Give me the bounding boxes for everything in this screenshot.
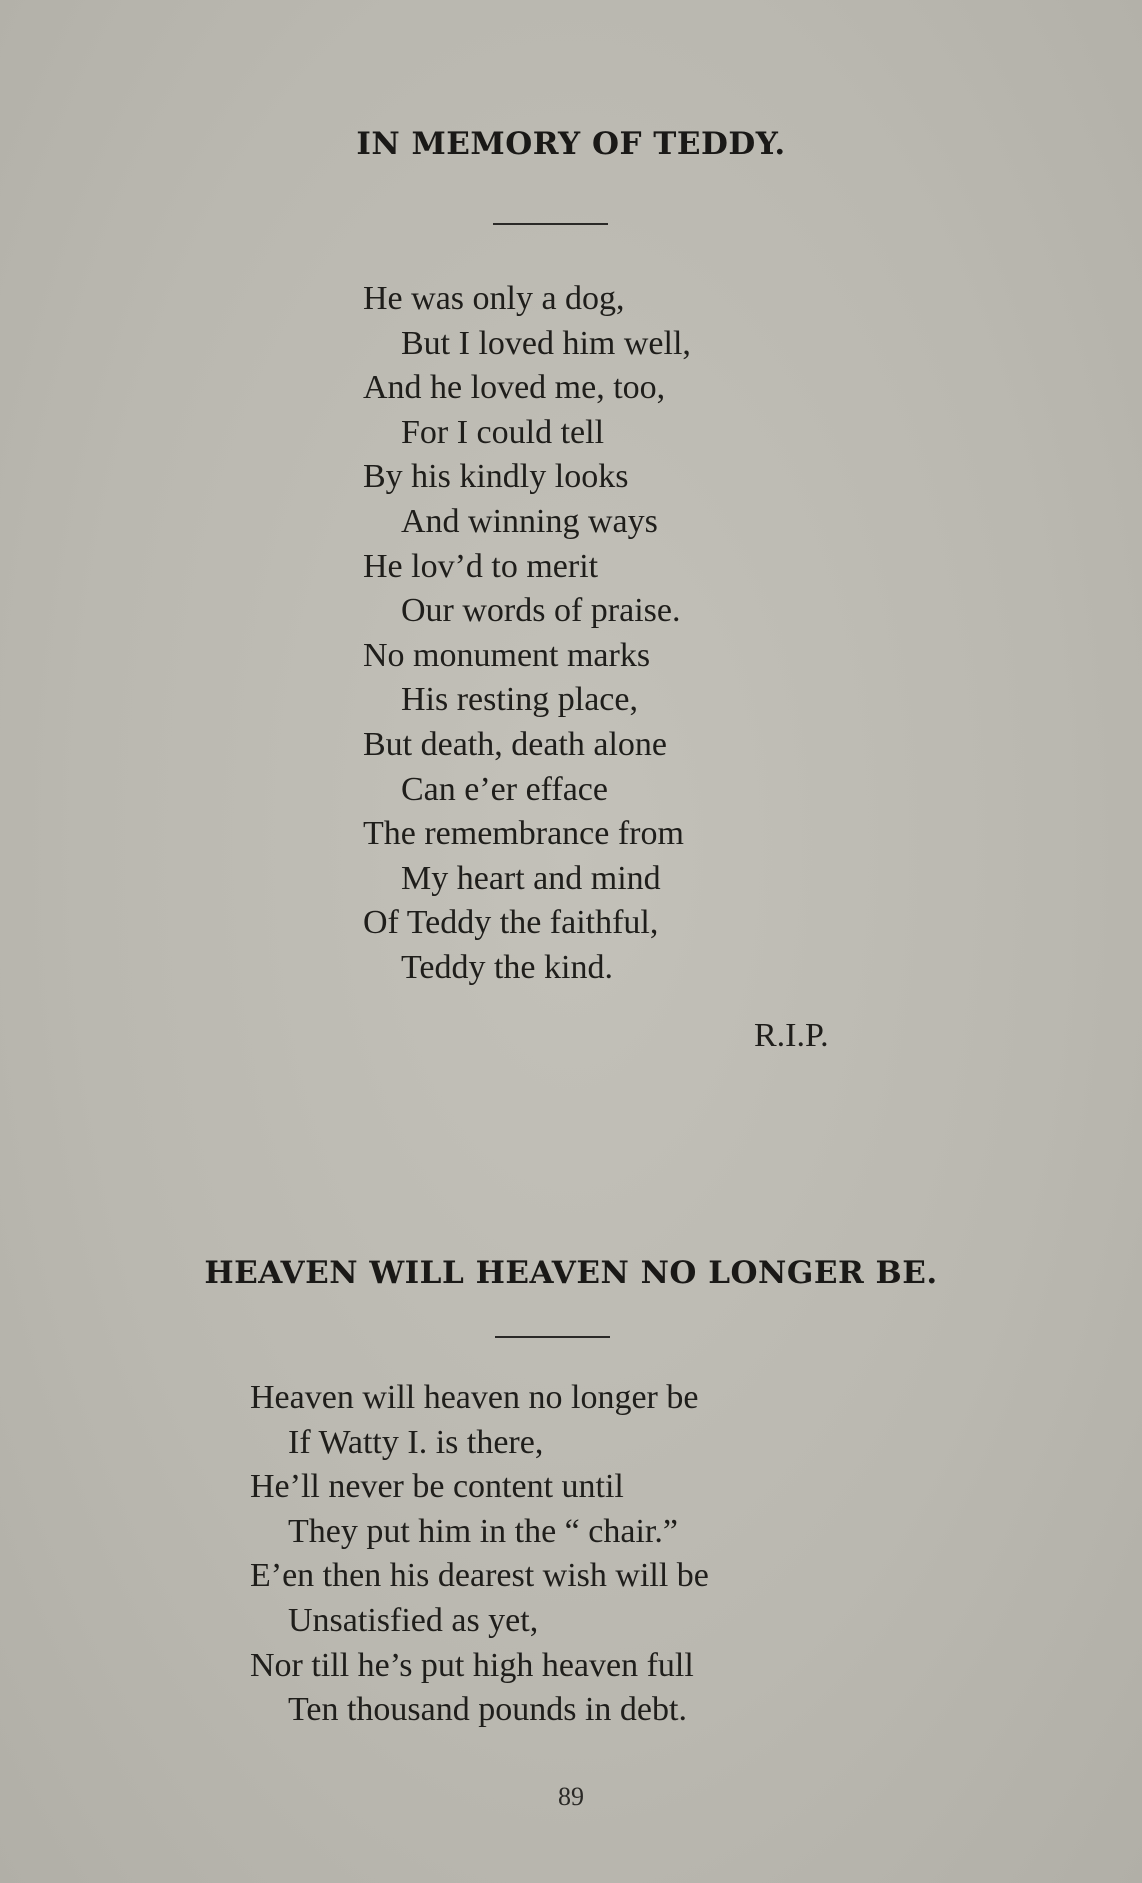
title-rule-1 <box>493 223 608 225</box>
poem-title-heaven: HEAVEN WILL HEAVEN NO LONGER BE. <box>204 1255 938 1291</box>
poem-line: No monument marks <box>363 636 651 674</box>
poem-heaven-body <box>250 1376 709 1733</box>
poem-line: He lov’d to merit <box>363 547 599 585</box>
poem-signoff: R.I.P. <box>754 1017 829 1054</box>
poem-line: Teddy the kind. <box>401 948 613 986</box>
poem-line: Nor till he’s put high heaven full <box>250 1646 694 1684</box>
poem-title-teddy: IN MEMORY OF TEDDY. <box>356 126 786 162</box>
poem-line: Heaven will heaven no longer be <box>250 1379 699 1416</box>
poem-line: For I could tell <box>401 413 605 451</box>
title-rule-2 <box>495 1336 610 1338</box>
poem-line: Can e’er efface <box>401 770 608 808</box>
poem-line: His resting place, <box>401 681 638 719</box>
page-number: 89 <box>558 1782 584 1811</box>
poem-line: Our words of praise. <box>401 592 681 630</box>
poem-line: The remembrance from <box>363 815 684 853</box>
poem-line: He was only a dog, <box>363 280 625 317</box>
poem-line: If Watty I. is there, <box>288 1423 544 1461</box>
poem-line: They put him in the “ chair.” <box>288 1512 678 1550</box>
poem-line: And he loved me, too, <box>363 369 666 407</box>
poem-line: Unsatisfied as yet, <box>288 1601 539 1639</box>
poem-line: E’en then his dearest wish will be <box>250 1557 709 1595</box>
poem-line: Of Teddy the faithful, <box>363 904 659 942</box>
poem-line: And winning ways <box>401 502 658 540</box>
poem-line: By his kindly looks <box>363 458 629 496</box>
poem-line: He’ll never be content until <box>250 1468 624 1506</box>
poem-line: My heart and mind <box>401 859 661 897</box>
poem-line: Ten thousand pounds in debt. <box>288 1691 687 1729</box>
poem-teddy-body <box>363 277 691 991</box>
poem-line: But death, death alone <box>363 725 668 763</box>
poem-line: But I loved him well, <box>401 324 691 362</box>
